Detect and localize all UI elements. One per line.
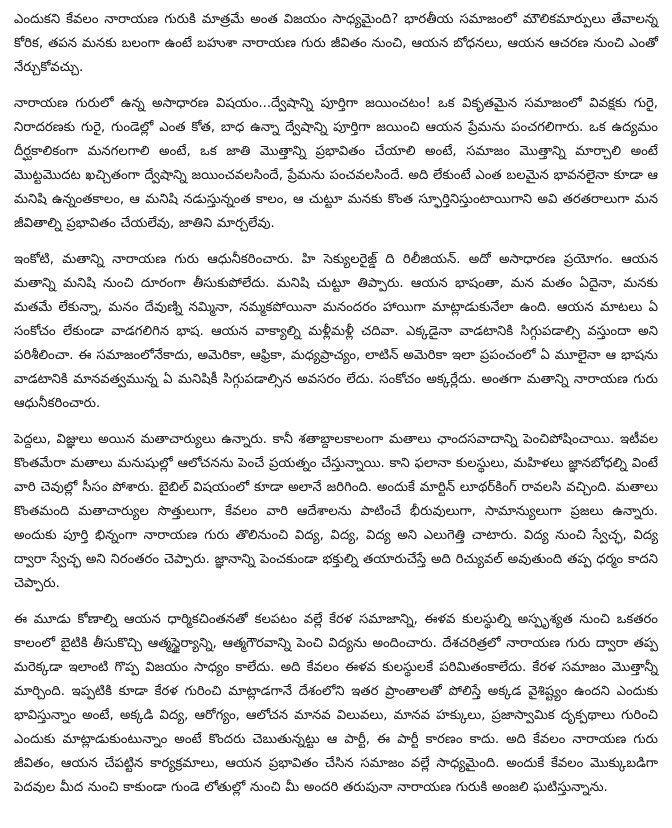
paragraph-5: ఈ మూడు కోణాల్ని ఆయన ధార్మికచింతనతో కలపటం వల్లే కేరళ సమాజాన్ని, ఈళవ కులస్థుల్ని అస్పృశ్యత నుంచి ఒకతరం కాలంలో బైటికి తీసుకొచ్చి ఆత్మస్థైర్యాన్ని, ఆత్మగౌరవాన్ని పెంచి విద్యను అందించారు. దేశచరిత్రలో నారాయణ గురు ద్వారా తప్ప మరెక్కడా ఇలాంటి గొప్ప విజయం సాధ్యం కాలేదు. అది కేవలం ఈళవ కులస్థులకే పరిమితంకాలేదు. కేరళ సమాజం మొత్తాన్నీ మార్చింది. ఇప్పటికి కూడా కేరళ గురించి మాట్లాడగానే దేశంలోని ఇతర ప్రాంతాలతో పోలిస్తే అక్కడ వైశిష్ట్యం ఉందని ఎందుకు భావిస్తున్నాం అంటే, అక్కడి విద్య, ఆరోగ్యం, ఆలోచన మానవ విలువలు, మానవ హక్కులు, ప్రజాస్వామిక దృక్పథాలు గురించి ఎందుకు మాట్లాడుకుంటున్నాం అంటే కొందరు చెబుతున్నట్టు ఆ పార్టీ, ఈ పార్టీ కారణం కాదు. అది కేవలం నారాయణ గురు జీవితం, ఆయన చేపట్టిన కార్యక్రమాలు, ఆయన ప్రభావితం చేసిన సమాజం వల్లే సాధ్యమైంది. అందుకే కేవలం మొక్కుబడిగా పెదవుల మీద నుంచి కాకుండా గుండె లోతుల్లో నుంచి మీ అందరి తరుపునా నారాయణ గురుకి అంజలి ఘటిస్తున్నాను. <box>14 612 658 795</box>
paragraph-2: నారాయణ గురులో ఉన్న అసాధారణ విషయం...ద్వేషాన్ని పూర్తిగా జయించటం! ఒక వికృతమైన సమాజంలో వివక్షకు గురై, నిరాదరణకు గురై, గుండెల్లో ఎంత కోత, బాధ ఉన్నా ద్వేషాన్ని పూర్తిగా జయించి ఆయన ప్రేమను పంచగలిగారు. ఒక ఉద్యమం దీర్ఘకాలికంగా మనగలగాలి అంటే, ఒక జాతి మొత్తాన్ని ప్రభావితం చేయాలి అంటే, సమాజం మొత్తాన్ని మార్చాలి అంటే మొట్టమొదట ఖచ్చితంగా ద్వేషాన్ని జయించవలసిందే, ప్రేమను పంచవలసిందే. అది లేకుంటే ఎంత బలమైన భావనలైనా కూడా ఆ మనిషి ఉన్నంతకాలం, ఆ మనిషి నడుస్తున్నంత కాలం, ఆ చుట్టూ మనకు కొంత స్ఫూర్తినిస్తుంటాయిగాని అవి తరతరాలుగా మన జీవితాల్ని ప్రభావితం చేయలేవు, జాతిని మార్చలేవు. <box>14 96 658 231</box>
paragraph-3: ఇంకోటి, మతాన్ని నారాయణ గురు ఆధునీకరించారు. హి సెక్యులరైజ్డ్ ది రిలీజియన్. అదో అసాధారణ ప్రయోగం. ఆయన మతాన్ని మనిషి నుంచి దూరంగా తీసుకుపోలేదు. మనిషి చుట్టూ తిప్పారు. ఆయన భాషంతా, మన మతం ఏదైనా, మనకు మతమే లేకున్నా, మనం దేవుణ్ని నమ్మినా, నమ్మకపోయినా మనందరం హాయిగా మాట్లాడుకునేలా ఉంది. ఆయన మాటలు ఏ సంకోచం లేకుండా వాడగలిగిన భాష. ఆయన వాక్యాల్ని మళ్లీమళ్లీ చదివా. ఎక్కడైనా వాడటానికి సిగ్గుపడాల్సి వస్తుందా అని పరిశీలించా. ఈ సమాజంలోనేకాదు, అమెరికా, ఆఫ్రికా, మధ్యప్రాచ్యం, లాటిన్ అమెరికా ఇలా ప్రపంచంలో ఏ మూలైనా ఆ భాషను వాడటానికి మానవత్వమున్న ఏ మనిషికీ సిగ్గుపడాల్సిన అవసరం లేదు. సంకోచం అక్కర్లేదు. అంతగా మతాన్ని నారాయణ గురు ఆధునీకరించారు. <box>14 252 658 411</box>
paragraph-4: పెద్దలు, విజ్ఞులు అయిన మతాచార్యులు ఉన్నారు. కానీ శతాబ్దాలకాలంగా మతాలు ఛాందసవాదాన్ని పెంచిపోషించాయి. ఇటీవల కొంతమేరా మతాలు మనుషుల్లో ఆలోచనను పెంచే ప్రయత్నం చేస్తున్నాయి. కాని ఫలానా కులస్థులు, మహిళలు జ్ఞానబోధల్ని వింటే వారి చెవుల్లో సీసం పోశారు. బైబిల్ విషయంలో కూడా అలానే జరిగింది. అందుకే మార్టిన్ లూథర్‌కింగ్ రావలసి వచ్చింది. మతాలు కొంతమంది మతాచార్యుల సొత్తులుగా, కేవలం వారి ఆదేశాలను పాటించే భీరువులుగా, సామాన్యులుగా ప్రజలు ఉన్నారు. అందుకు పూర్తి భిన్నంగా నారాయణ గురు తొలినుంచి విద్య, విద్య, విద్య అని ఎలుగెత్తి చాటారు. విద్య నుంచి స్వేచ్ఛ, విద్య ద్వారా స్వేచ్ఛ అని నిరంతరం చెప్పారు. జ్ఞానాన్ని పెంచకుండా భక్తుల్ని తయారుచేస్తే అది రిచ్యువల్ అవుతుంది తప్ప ధర్మం కాదని చెప్పారు. <box>14 432 658 591</box>
paragraph-1: ఎందుకని కేవలం నారాయణ గురుకి మాత్రమే అంత విజయం సాధ్యమైంది? భారతీయ సమాజంలో మౌలికమార్పులు తేవాలన్న కోరిక, తపన మనకు బలంగా ఉంటే బహుశా నారాయణ గురు జీవితం నుంచి, ఆయన బోధనలు, ఆయన ఆచరణ నుంచి ఎంతో నేర్చుకోవచ్చు. <box>14 12 658 75</box>
